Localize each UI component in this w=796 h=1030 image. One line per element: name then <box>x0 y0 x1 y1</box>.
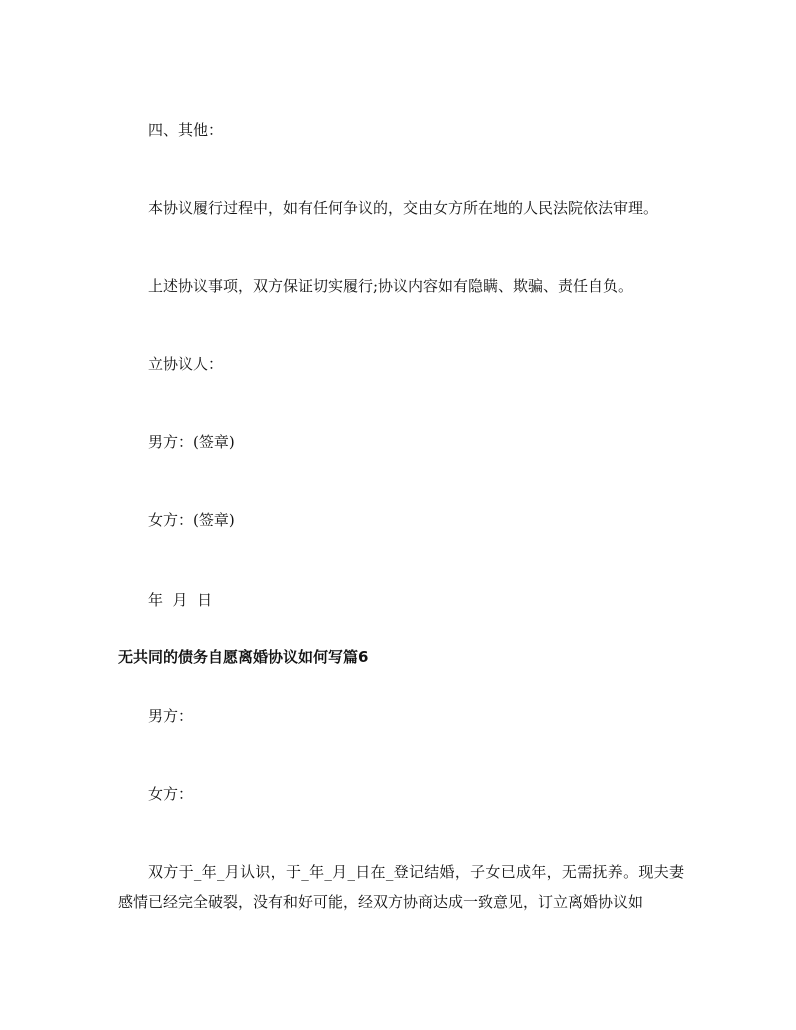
female-signature-line: 女方：(签章) <box>148 511 235 529</box>
date-line: 年 月 日 <box>148 591 213 609</box>
male-party-label: 男方： <box>148 707 194 725</box>
section-title: 四、其他： <box>148 121 224 139</box>
signatories-label: 立协议人： <box>148 355 224 373</box>
dispute-clause: 本协议履行过程中，如有任何争议的，交由女方所在地的人民法院依法审理。 <box>148 199 659 217</box>
guarantee-clause: 上述协议事项，双方保证切实履行;协议内容如有隐瞒、欺骗、责任自负。 <box>148 277 634 295</box>
male-signature-line: 男方：(签章) <box>148 433 235 451</box>
intro-paragraph: 双方于_年_月认识，于_年_月_日在_登记结婚，子女已成年，无需抚养。现夫妻感情已经完全破裂，没有和好可能，经双方协商达成一致意见，订立离婚协议如 <box>118 863 684 911</box>
female-party-label: 女方： <box>148 785 194 803</box>
article-heading: 无共同的债务自愿离婚协议如何写篇6 <box>118 648 369 666</box>
